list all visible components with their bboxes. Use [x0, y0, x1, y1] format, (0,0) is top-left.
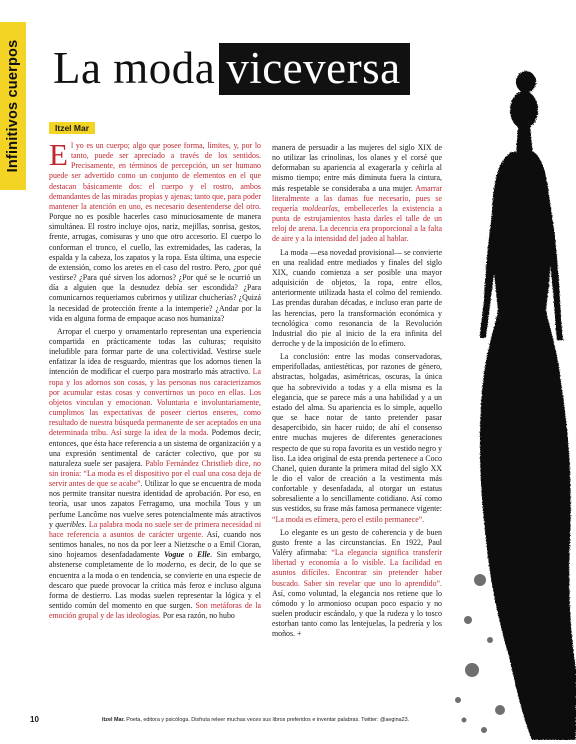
text-run: Así, cuando nos sentimos banales, no nos da por leer a Nietzsche o a Emil Cioran, sino hojeamos desenfadadamente — [49, 529, 261, 560]
text-run: Amarrar literalmente a las damas fue necesario, pues se requería — [272, 183, 442, 213]
section-tab — [0, 22, 26, 190]
text-run: La conclusión: entre las modas conservadoras, emperifolladas, antiestéticas, por razones de género, abstractas, holgadas, asimétricas, oscuras, la única que ha sobrevivido a todas y a ella misma es la elegancia, que se parece más a una habilidad y a un estado del alma. Su apariencia es lo simple, aquello que se hace notar de tanto pretender pasar desapercibido, sin hacer ruido; de ahí el consenso entre muchas mujeres de diferentes generaciones respecto de que su ropa favorita es un vestido negro y liso. La idea original de esta prenda pertenece a Coco Chanel, quien durante la primera mitad del siglo XX le dio el valor de creación a la vestimenta más confortable y desenfadada, al otorgar un estatus sobresaliente a lo sencillamente cotidiano. Así como sus vestidos, su frase más famosa permanece vigente: — [272, 352, 442, 514]
author-byline: Itzel Mar — [49, 122, 95, 134]
page-number: 10 — [30, 715, 39, 724]
text-run: Así, como voluntad, la elegancia nos retiene que lo cómodo y lo armonioso ocupan poco espacio y no suelen producir escándalo, y que la rudeza y lo tosco estorban tanto como las lentejuelas, la pedrería y los moños. + — [272, 588, 442, 639]
article-column-2 — [272, 143, 442, 640]
paragraph — [272, 248, 442, 350]
text-run: Podemos decir, entonces, que ésta hace referencia a un sistema de organización y a una expresión sentimental de carácter colectivo, que por su naturaleza suele ser pasajera. — [49, 428, 262, 468]
section-tab-label: Infinitivos cuerpos — [5, 39, 21, 173]
paragraph — [49, 327, 261, 622]
title-plain: La moda — [53, 43, 216, 93]
footer-author-bio: Poeta, editora y psicóloga. Disfruta releer muchas veces sus libros preferidos e inventar palabras. Twitter: @aegina23. — [126, 717, 410, 723]
text-run: moldearlas — [302, 203, 338, 213]
text-run: Son metáforas de la emoción grupal y de las ideologías. — [49, 601, 261, 621]
woman-silhouette-illustration — [420, 20, 576, 740]
text-run: Arropar el cuerpo y ornamentarlo representan una experiencia compartida en prácticamente todas las culturas; requisito ineludible para formar parte de una colectividad. Vestirse suele enfatizar la idea de resguardo, mientras que los adornos tienen la intención de modificar el cuerpo para mostrarlo más atractivo. — [49, 326, 261, 377]
text-run: o — [184, 550, 198, 560]
text-run: . — [84, 519, 89, 529]
title-highlight: viceversa — [219, 43, 409, 95]
text-run: La palabra moda no suele ser de primera necesidad ni hace referencia a asuntos de carácter urgente. — [49, 519, 262, 539]
text-run: queribles — [55, 519, 85, 529]
text-run: l yo es un cuerpo; algo que posee forma, límites, y, por lo tanto, puede ser apreciado a través de los sentidos. Precisamente, en términos de percepción, un ser humano puede ser advertido como un conjunto de elementos en el que destacan básicamente dos: el cuerpo y el rostro, ambos demandantes de las miradas propias y ajenas; tanto que, para poder mantener la atención en uno, es necesario desentenderse del otro. — [49, 141, 261, 211]
article-title — [53, 44, 410, 92]
text-run: . Sin embargo, abstenerse completamente de lo — [49, 550, 261, 570]
text-run: La moda —esa novedad provisional— se convierte en una realidad entre mediados y finales del siglo XIX, cuando comienza a ser posible una mayor adquisición de objetos, la ropa, entre ellos, anteriormente utilizada hasta el colmo del remiendo. Las prendas duraban décadas, e incluso eran parte de las herencias, pero la transformación económica y tecnológica como resonancia de la Revolución Industrial dio pie al inicio de la era infinita del derroche y de la imposición de lo efímero. — [272, 247, 442, 348]
paragraph — [49, 137, 261, 324]
paragraph — [272, 143, 442, 245]
text-run: Pablo Fernández Christlieb dice, no sin ironía: “La moda es el dispositivo por el cual una cosa deja de servir antes de que se acabe”. — [49, 458, 261, 489]
text-run: La ropa y los adornos son cosas, y las personas nos caracterizamos por acumular estas cosas y convertirnos un poco en ellas. Los objetos vinculan y emocionan. Voluntaria e involuntariamente, cumplimos las expectativas de poseer ciertos enseres, como resultado de nuestra búsqueda permanente de ser aceptados en una determinada tribu. Así surge la idea de la moda. — [49, 367, 261, 438]
text-run: E — [49, 137, 68, 172]
footer-author-name: Itzel Mar. — [102, 717, 125, 723]
text-run: Lo elegante es un gesto de coherencia y de buen gusto frente a las circunstancias. En 1922, Paul Valéry afirmaba: — [272, 527, 442, 558]
text-run: , es decir, de lo que se encuentra a la moda o en tendencia, se convierte en una especie de descaro que puede provocar la crítica más feroz e incluso alguna forma de destierro. Las modas suelen representar la lógica y el sentido común del momento en que surgen. — [49, 560, 261, 611]
text-run: “La elegancia significa transferir libertad y economía a lo visible. La facilidad en asuntos difíciles. Encontrar sin pretender haber buscado. Saber sin revelar que uno lo aprendido”. — [272, 548, 442, 588]
text-run: “La moda es efímera, pero el estilo permanece”. — [272, 514, 425, 524]
paragraph — [272, 528, 442, 640]
text-run: manera de persuadir a las mujeres del siglo XIX de no utilizar las crinolinas, los olanes y el corsé que deformaban su apariencia al exagerarla y ceñirla al mismo tiempo; entre más diminuta fuera la cintura, más respetable se consideraba a una mujer. — [272, 143, 442, 193]
text-run: Porque no es posible hacerles caso minuciosamente de manera simultánea. El rostro incluye ojos, nariz, mejillas, sonrisa, gestos, frente, arrugas, comisuras y uno que otro accesorio. El cuerpo lo conforman el tronco, el cuello, las extremidades, las caderas, la espalda y la cabeza, los zapatos y la ropa. Esta última, una especie de extensión, como los aretes en el caso del rostro. Pero, ¿por qué vestirse? ¿Para qué sirven los adornos? ¿Por qué se le ocurrió un día a alguien que la desnudez debía ser escondida? ¿Para comunicarnos requeriamos cubrirnos y utilizar chucherías? ¿Quizá la necesidad de protección frente a la intemperie? ¿Andar por la vida en alguna forma de empaque acaso nos humaniza? — [49, 212, 261, 323]
text-run: Elle — [197, 550, 211, 560]
text-run: moderno — [156, 560, 185, 570]
paragraph — [272, 352, 442, 525]
article-column-1 — [49, 137, 262, 621]
text-run: , embellecerles la existencia a punta de estrujamientos hasta darles el talle de un reloj de arena. La decencia era proporcional a la falta de aire y a la intensidad del jadeo al hablar. — [272, 203, 442, 244]
text-run: Por esa razón, no hubo — [160, 611, 235, 621]
text-run: Utilizar lo que se encuentra de moda nos permite transitar nuestra identidad de aprobación. Por eso, en teoría, usar unos zapatos Ferragamo, una mochila Tous y un perfume Lancôme nos vuelve seres potencialmente más atractivos y — [49, 479, 262, 529]
text-run: Vogue — [164, 550, 185, 560]
author-bio-footer — [102, 717, 409, 723]
